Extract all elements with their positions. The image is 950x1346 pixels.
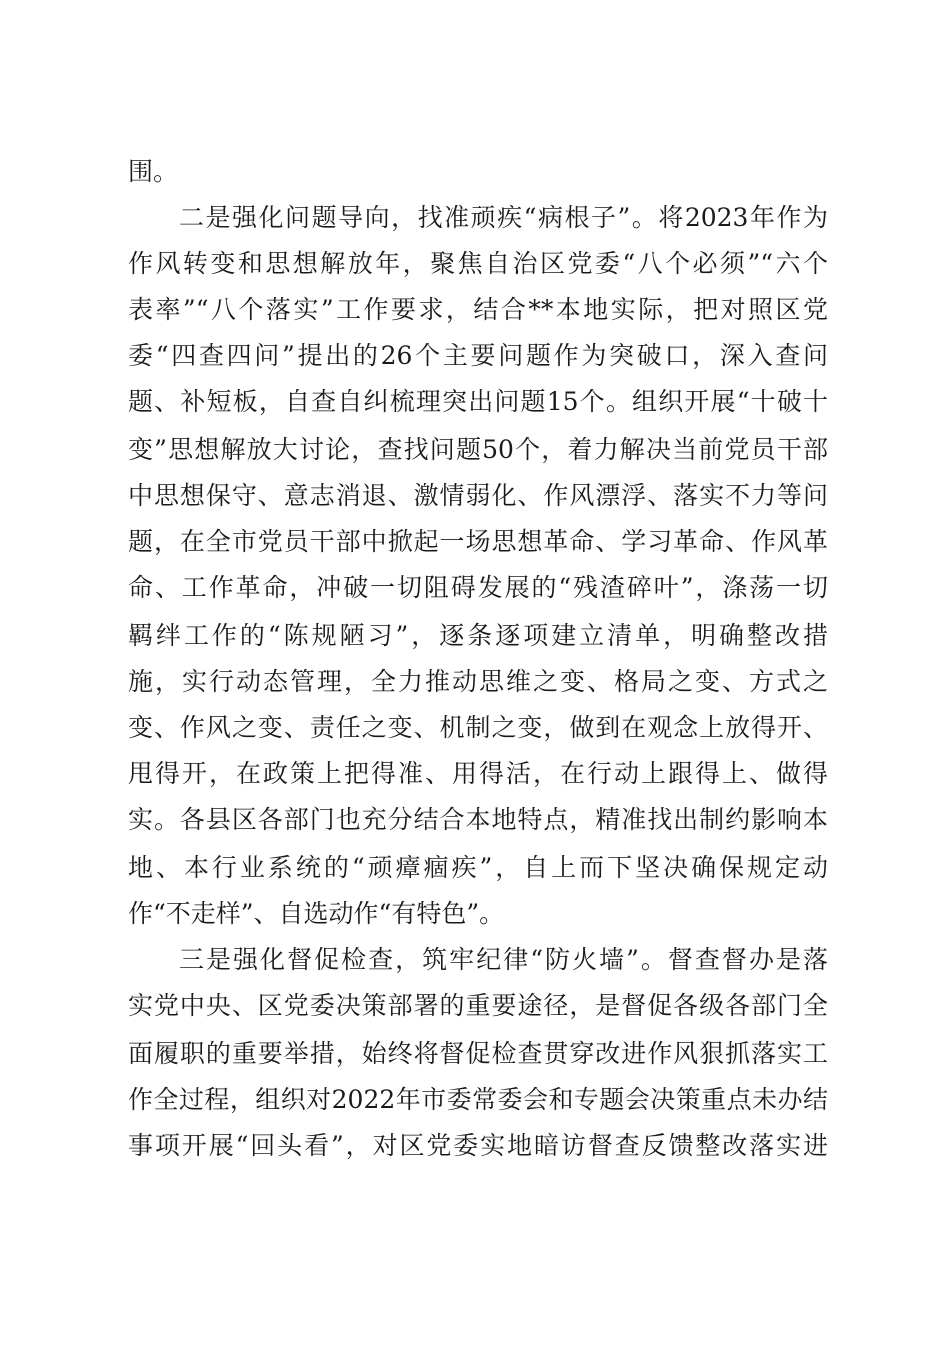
text-line-3: 作风转变和思想解放年，聚焦自治区党委“八个必须”“六个: [128, 249, 828, 278]
text-line-13: 变、作风之变、责任之变、机制之变，做到在观念上放得开、: [128, 713, 828, 742]
text-line-8: 中思想保守、意志消退、激情弱化、作风漂浮、落实不力等问: [128, 481, 828, 510]
text-line-19: 实党中央、区党委决策部署的重要途径，是督促各级各部门全: [128, 991, 828, 1020]
text-line-6: 题、补短板，自查自纠梳理突出问题15个。组织开展“十破十: [128, 387, 828, 416]
text-line-11: 羁绊工作的“陈规陋习”，逐条逐项建立清单，明确整改措: [128, 621, 828, 650]
text-line-1: 围。: [128, 157, 179, 186]
text-line-17: 作“不走样”、自选动作“有特色”。: [128, 899, 505, 928]
text-line-4: 表率”“八个落实”工作要求，结合**本地实际，把对照区党: [128, 295, 828, 324]
text-line-15: 实。各县区各部门也充分结合本地特点，精准找出制约影响本: [128, 805, 828, 834]
paragraph-3-start: 三是强化督促检查，筑牢纪律“防火墙”。督查督办是落: [179, 945, 828, 974]
text-line-7: 变”思想解放大讨论，查找问题50个，着力解决当前党员干部: [128, 435, 828, 464]
text-line-12: 施，实行动态管理，全力推动思维之变、格局之变、方式之: [128, 667, 828, 696]
text-line-10: 命、工作革命，冲破一切阻碍发展的“残渣碎叶”，涤荡一切: [128, 573, 828, 602]
text-line-14: 甩得开，在政策上把得准、用得活，在行动上跟得上、做得: [128, 759, 828, 788]
text-line-5: 委“四查四问”提出的26个主要问题作为突破口，深入查问: [128, 341, 828, 370]
text-line-20: 面履职的重要举措，始终将督促检查贯穿改进作风狠抓落实工: [128, 1039, 828, 1068]
paragraph-2-start: 二是强化问题导向，找准顽疾“病根子”。将2023年作为: [179, 203, 828, 232]
text-line-16: 地、本行业系统的“顽瘴痼疾”，自上而下坚决确保规定动: [128, 853, 828, 882]
text-line-22: 事项开展“回头看”，对区党委实地暗访督查反馈整改落实进: [128, 1131, 828, 1160]
text-line-9: 题，在全市党员干部中掀起一场思想革命、学习革命、作风革: [128, 527, 828, 556]
text-line-21: 作全过程，组织对2022年市委常委会和专题会决策重点未办结: [128, 1085, 828, 1114]
